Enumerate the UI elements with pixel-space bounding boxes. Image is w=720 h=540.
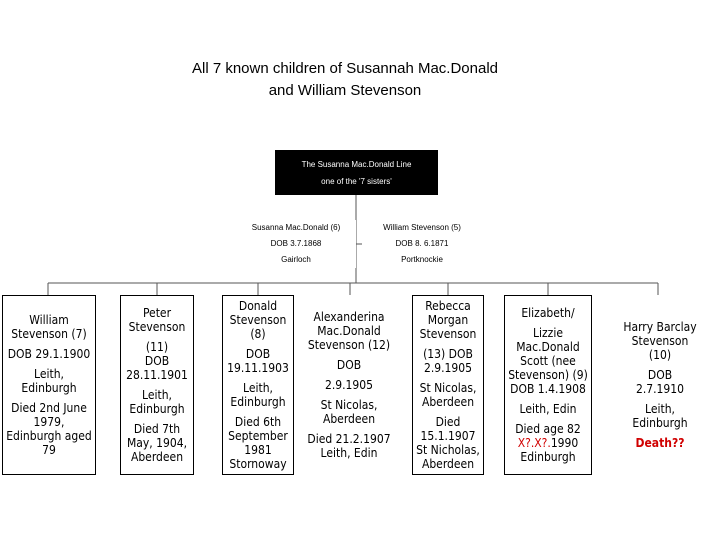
child-line: Stevenson <box>631 334 689 348</box>
child-line: Leith, Edinburgh <box>21 367 77 395</box>
child-line: 2.7.1910 <box>635 382 685 396</box>
child-line: Edinburgh <box>632 416 688 430</box>
child-line: Rebecca <box>425 299 471 313</box>
child-line: Peter <box>142 306 172 320</box>
child-line: 2.9.1905 <box>324 378 374 392</box>
child-line: William <box>29 313 69 327</box>
child-harry <box>604 295 716 475</box>
child-elizabeth <box>504 295 592 475</box>
child-line: Mac.Donald <box>317 324 381 338</box>
child-line: Aberdeen <box>322 412 376 426</box>
child-line: 28.11.1901 <box>126 368 188 382</box>
father-place: Portknockie <box>401 255 443 264</box>
child-line: Edinburgh <box>129 402 185 416</box>
child-line: Aberdeen <box>421 457 475 471</box>
child-line: 15.1.1907 <box>420 429 476 443</box>
child-line: DOB <box>647 368 673 382</box>
child-line: Edinburgh <box>520 450 576 464</box>
child-alexanderina <box>300 295 398 475</box>
child-line: Stevenson <box>128 320 186 334</box>
child-line: Lizzie <box>533 326 563 340</box>
child-line: DOB <box>144 354 170 368</box>
father-node <box>362 220 482 268</box>
child-line: Donald <box>238 299 278 313</box>
child-line: Died <box>435 415 461 429</box>
child-line: St Nicolas, <box>419 381 477 395</box>
title-line-2: and William Stevenson <box>268 82 422 99</box>
child-line: Stevenson (12) <box>307 338 391 352</box>
child-line: Elizabeth/ <box>521 306 575 320</box>
child-line: DOB <box>245 347 271 361</box>
root-line-2: one of the '7 sisters' <box>321 176 392 186</box>
child-line: Stevenson (7) <box>11 327 87 341</box>
child-line: Stornoway <box>229 457 287 471</box>
child-line: Died age 82 <box>515 422 581 436</box>
child-line: Stevenson <box>419 327 477 341</box>
child-line: Alexanderina <box>313 310 385 324</box>
father-dob: DOB 8. 6.1871 <box>395 239 449 248</box>
child-donald <box>222 295 294 475</box>
title-line-1: All 7 known children of Susannah Mac.Donald <box>191 60 498 77</box>
unknown-date-highlight: X?.X?. <box>517 436 551 450</box>
child-line: Leith, <box>645 402 675 416</box>
child-line: St Nicolas, <box>320 398 378 412</box>
child-line: St Nicholas, <box>416 443 480 457</box>
child-line: Leith, <box>243 381 273 395</box>
root-node <box>275 150 438 195</box>
child-line: Edinburgh <box>230 395 286 409</box>
mother-node <box>236 220 356 268</box>
child-line: Scott (nee <box>520 354 576 368</box>
child-line: DOB <box>336 358 362 372</box>
mother-dob: DOB 3.7.1868 <box>270 239 322 248</box>
child-william <box>2 295 96 475</box>
mother-place: Gairloch <box>281 255 311 264</box>
child-line: September <box>228 429 288 443</box>
child-line: Stevenson) (9) <box>508 368 588 382</box>
child-line: (13) DOB <box>423 347 473 361</box>
child-line: Harry Barclay <box>623 320 697 334</box>
child-line: Stevenson <box>229 313 287 327</box>
child-line: Leith, Edin <box>320 446 378 460</box>
child-line: Leith, <box>142 388 172 402</box>
child-line: Died 7th <box>133 422 181 436</box>
child-line: Mac.Donald <box>516 340 580 354</box>
child-line: 19.11.1903 <box>227 361 289 375</box>
death-unknown-label: Death?? <box>635 436 685 450</box>
child-line: May, 1904, <box>126 436 188 450</box>
child-line: 2.9.1905 <box>423 361 473 375</box>
child-line: 1979, <box>33 415 65 429</box>
child-line: 1981 <box>244 443 272 457</box>
child-line: (11) <box>145 340 169 354</box>
mother-name: Susanna Mac.Donald (6) <box>251 223 341 232</box>
child-line: Edinburgh aged <box>6 429 92 443</box>
child-line: Aberdeen <box>421 395 475 409</box>
root-line-1: The Susanna Mac.Donald Line <box>301 159 412 169</box>
child-peter <box>120 295 194 475</box>
child-line: (10) <box>648 348 672 362</box>
child-line <box>507 436 589 450</box>
child-line: DOB 1.4.1908 <box>510 382 586 396</box>
child-rebecca <box>412 295 484 475</box>
child-line-part: 1990 <box>550 436 579 450</box>
child-line: Morgan <box>427 313 469 327</box>
child-line: 79 <box>42 443 56 457</box>
child-line: DOB 29.1.1900 <box>7 347 91 361</box>
child-line: Leith, Edin <box>519 402 577 416</box>
child-line: Died 21.2.1907 <box>307 432 391 446</box>
child-line: Died 2nd June <box>11 401 87 415</box>
child-line: Died 6th <box>234 415 282 429</box>
child-line: Aberdeen <box>130 450 184 464</box>
child-line: (8) <box>250 327 266 341</box>
father-name: William Stevenson (5) <box>383 223 461 232</box>
